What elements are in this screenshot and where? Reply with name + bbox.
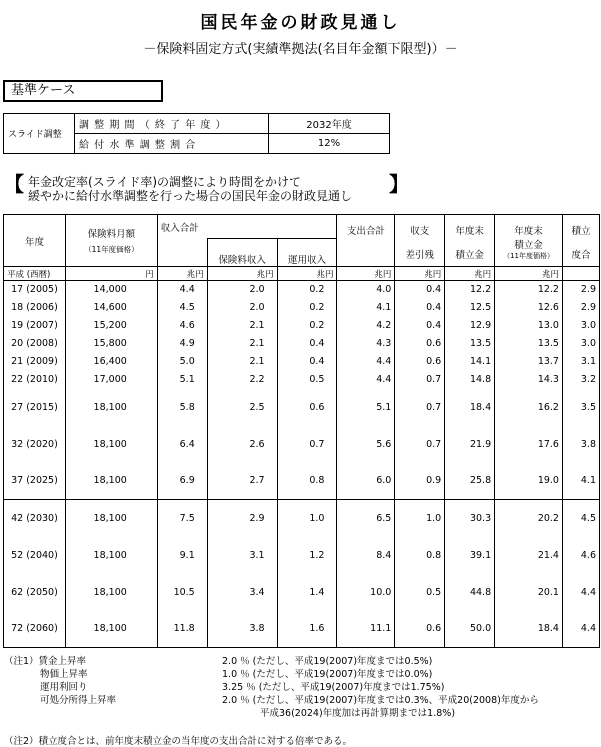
- cell-ratio: 3.5: [562, 389, 599, 426]
- cell-inv_inc: 0.2: [277, 281, 337, 299]
- cell-inv_inc: 0.8: [277, 463, 337, 500]
- note-1-prefix: （注1）: [4, 656, 39, 667]
- cell-premium: 14,000: [65, 281, 157, 299]
- cell-ratio: 4.4: [562, 574, 599, 611]
- cell-bal: 0.5: [395, 574, 445, 611]
- cell-inv_inc: 1.0: [277, 500, 337, 537]
- cell-res_real: 14.3: [495, 371, 563, 389]
- cell-res: 18.4: [445, 389, 495, 426]
- cell-income: 7.5: [157, 500, 207, 537]
- unit-premium: 円: [65, 267, 157, 281]
- slide-adjustment-table: [3, 113, 390, 154]
- unit-investment-income: 兆円: [277, 267, 337, 281]
- header-reserve-real-2: 積立金: [514, 240, 543, 251]
- header-premium-income: 保険料収入: [207, 239, 277, 267]
- notes-section: [4, 655, 600, 720]
- cell-res_real: 13.0: [495, 317, 563, 335]
- slide-row2-label: 給 付 水 準 調 整 割 合: [75, 134, 269, 154]
- cell-res: 25.8: [445, 463, 495, 500]
- note-item: [4, 668, 600, 681]
- cell-prem_inc: 3.4: [207, 574, 277, 611]
- cell-exp: 8.4: [337, 537, 395, 574]
- table-row: [4, 426, 600, 463]
- cell-res: 44.8: [445, 574, 495, 611]
- cell-inv_inc: 0.5: [277, 371, 337, 389]
- cell-res_real: 20.1: [495, 574, 563, 611]
- header-balance-1: 収支: [410, 226, 430, 237]
- cell-inv_inc: 0.7: [277, 426, 337, 463]
- header-income-total: 収入合計: [157, 215, 337, 239]
- cell-year: 17 (2005): [4, 281, 66, 299]
- cell-prem_inc: 2.6: [207, 426, 277, 463]
- cell-bal: 0.6: [395, 335, 445, 353]
- cell-exp: 4.3: [337, 335, 395, 353]
- cell-inv_inc: 0.4: [277, 353, 337, 371]
- table-row: [4, 335, 600, 353]
- cell-res_real: 12.6: [495, 299, 563, 317]
- cell-res_real: 20.2: [495, 500, 563, 537]
- cell-exp: 4.0: [337, 281, 395, 299]
- cell-income: 6.9: [157, 463, 207, 500]
- note-label-text: 運用利回り: [40, 682, 88, 693]
- note-value: 2.0 ％ (ただし、平成19(2007)年度までは0.5%): [222, 656, 433, 667]
- cell-ratio: 4.6: [562, 537, 599, 574]
- header-reserve-real-sub: （11年度価格）: [503, 252, 554, 260]
- header-ratio-2: 度合: [571, 250, 591, 261]
- cell-prem_inc: 2.0: [207, 299, 277, 317]
- cell-premium: 15,800: [65, 335, 157, 353]
- cell-inv_inc: 0.4: [277, 335, 337, 353]
- cell-ratio: 4.1: [562, 463, 599, 500]
- cell-exp: 10.0: [337, 574, 395, 611]
- cell-bal: 0.4: [395, 299, 445, 317]
- table-row: [4, 353, 600, 371]
- case-label: 基準ケース: [3, 80, 163, 102]
- cell-ratio: 2.9: [562, 281, 599, 299]
- header-reserve-2: 積立金: [455, 250, 484, 261]
- slide-row2-value: 12%: [269, 134, 390, 154]
- table-row: [4, 463, 600, 500]
- cell-income: 5.1: [157, 371, 207, 389]
- cell-income: 10.5: [157, 574, 207, 611]
- cell-year: 18 (2006): [4, 299, 66, 317]
- cell-ratio: 3.2: [562, 371, 599, 389]
- cell-res_real: 13.5: [495, 335, 563, 353]
- table-row: [4, 574, 600, 611]
- cell-exp: 4.4: [337, 371, 395, 389]
- cell-res: 12.2: [445, 281, 495, 299]
- cell-year: 72 (2060): [4, 611, 66, 648]
- cell-premium: 18,100: [65, 574, 157, 611]
- cell-res: 21.9: [445, 426, 495, 463]
- note-label: [4, 668, 88, 681]
- cell-income: 4.6: [157, 317, 207, 335]
- cell-res: 12.9: [445, 317, 495, 335]
- cell-premium: 18,100: [65, 463, 157, 500]
- table-row: [4, 371, 600, 389]
- header-ratio-1: 積立: [571, 226, 591, 237]
- cell-ratio: 2.9: [562, 299, 599, 317]
- cell-year: 52 (2040): [4, 537, 66, 574]
- cell-ratio: 4.5: [562, 500, 599, 537]
- header-year: 年度: [4, 215, 66, 267]
- unit-income: 兆円: [157, 267, 207, 281]
- cell-exp: 11.1: [337, 611, 395, 648]
- cell-year: 37 (2025): [4, 463, 66, 500]
- cell-bal: 0.4: [395, 281, 445, 299]
- left-bracket: 【: [4, 172, 24, 196]
- cell-bal: 0.8: [395, 537, 445, 574]
- cell-exp: 4.2: [337, 317, 395, 335]
- cell-prem_inc: 2.9: [207, 500, 277, 537]
- cell-inv_inc: 0.2: [277, 317, 337, 335]
- cell-exp: 6.0: [337, 463, 395, 500]
- cell-premium: 18,100: [65, 537, 157, 574]
- cell-ratio: 3.0: [562, 317, 599, 335]
- header-reserve-real-1: 年度末: [514, 226, 543, 237]
- slide-group-label: スライド調整: [4, 114, 75, 154]
- cell-income: 5.0: [157, 353, 207, 371]
- table-row: [4, 537, 600, 574]
- cell-bal: 0.6: [395, 353, 445, 371]
- cell-res_real: 16.2: [495, 389, 563, 426]
- cell-exp: 4.1: [337, 299, 395, 317]
- cell-prem_inc: 3.1: [207, 537, 277, 574]
- table-row: [4, 299, 600, 317]
- cell-prem_inc: 2.1: [207, 335, 277, 353]
- cell-year: 32 (2020): [4, 426, 66, 463]
- cell-prem_inc: 2.0: [207, 281, 277, 299]
- cell-income: 6.4: [157, 426, 207, 463]
- cell-ratio: 3.8: [562, 426, 599, 463]
- unit-reserve: 兆円: [445, 267, 495, 281]
- cell-ratio: 3.1: [562, 353, 599, 371]
- cell-ratio: 3.0: [562, 335, 599, 353]
- note-2: （注2）積立度合とは、前年度末積立金の当年度の支出合計に対する倍率である。: [4, 736, 353, 747]
- description-line-1: 年金改定率(スライド率)の調整により時間をかけて: [28, 175, 302, 189]
- cell-bal: 0.7: [395, 426, 445, 463]
- header-investment-income: 運用収入: [277, 239, 337, 267]
- note-item: [4, 655, 600, 668]
- table-body: [4, 281, 600, 648]
- cell-res: 39.1: [445, 537, 495, 574]
- cell-exp: 5.6: [337, 426, 395, 463]
- cell-premium: 17,000: [65, 371, 157, 389]
- cell-prem_inc: 2.2: [207, 371, 277, 389]
- cell-bal: 0.6: [395, 611, 445, 648]
- note-label-text: 可処分所得上昇率: [40, 695, 117, 706]
- cell-res: 30.3: [445, 500, 495, 537]
- cell-premium: 18,100: [65, 500, 157, 537]
- cell-income: 11.8: [157, 611, 207, 648]
- cell-bal: 0.7: [395, 371, 445, 389]
- cell-prem_inc: 2.5: [207, 389, 277, 426]
- table-row: [4, 500, 600, 537]
- cell-ratio: 4.4: [562, 611, 599, 648]
- cell-income: 4.4: [157, 281, 207, 299]
- unit-expenditure: 兆円: [337, 267, 395, 281]
- cell-bal: 0.7: [395, 389, 445, 426]
- note-item: [4, 681, 600, 694]
- cell-res_real: 12.2: [495, 281, 563, 299]
- table-row: [4, 389, 600, 426]
- cell-res: 12.5: [445, 299, 495, 317]
- cell-inv_inc: 0.6: [277, 389, 337, 426]
- cell-year: 19 (2007): [4, 317, 66, 335]
- cell-year: 27 (2015): [4, 389, 66, 426]
- header-reserve-1: 年度末: [455, 226, 484, 237]
- cell-exp: 5.1: [337, 389, 395, 426]
- cell-bal: 0.4: [395, 317, 445, 335]
- cell-bal: 0.9: [395, 463, 445, 500]
- cell-res_real: 18.4: [495, 611, 563, 648]
- unit-balance: 兆円: [395, 267, 445, 281]
- cell-res: 13.5: [445, 335, 495, 353]
- note-label: [4, 707, 40, 720]
- unit-premium-income: 兆円: [207, 267, 277, 281]
- cell-res_real: 13.7: [495, 353, 563, 371]
- cell-income: 9.1: [157, 537, 207, 574]
- cell-prem_inc: 2.7: [207, 463, 277, 500]
- page-title: 国民年金の財政見通し: [200, 13, 401, 33]
- cell-prem_inc: 3.8: [207, 611, 277, 648]
- cell-exp: 4.4: [337, 353, 395, 371]
- slide-row1-label: 調 整 期 間 （ 終 了 年 度 ）: [75, 114, 269, 134]
- unit-reserve-real: 兆円: [495, 267, 563, 281]
- table-row: [4, 317, 600, 335]
- header-premium-sub: （11年度価格）: [84, 245, 139, 254]
- cell-premium: 18,100: [65, 426, 157, 463]
- header-expenditure: 支出合計: [337, 215, 395, 267]
- page-subtitle: －保険料固定方式(実績準拠法(名目年金額下限型)）－: [143, 42, 458, 57]
- cell-res_real: 21.4: [495, 537, 563, 574]
- cell-year: 21 (2009): [4, 353, 66, 371]
- note-value: 1.0 ％ (ただし、平成19(2007)年度までは0.0%): [222, 669, 433, 680]
- cell-res_real: 19.0: [495, 463, 563, 500]
- cell-inv_inc: 1.2: [277, 537, 337, 574]
- note-label: [4, 655, 86, 668]
- cell-income: 4.9: [157, 335, 207, 353]
- cell-res: 14.1: [445, 353, 495, 371]
- cell-year: 62 (2050): [4, 574, 66, 611]
- note-value: 3.25 ％ (ただし、平成19(2007)年度までは1.75%): [222, 682, 445, 693]
- cell-premium: 18,100: [65, 611, 157, 648]
- note-label-text: 賃金上昇率: [38, 656, 87, 667]
- cell-inv_inc: 0.2: [277, 299, 337, 317]
- cell-premium: 15,200: [65, 317, 157, 335]
- cell-income: 5.8: [157, 389, 207, 426]
- cell-premium: 18,100: [65, 389, 157, 426]
- cell-inv_inc: 1.6: [277, 611, 337, 648]
- cell-premium: 14,600: [65, 299, 157, 317]
- header-premium: 保険料月額: [87, 229, 136, 240]
- projection-table: [3, 214, 600, 648]
- cell-year: 22 (2010): [4, 371, 66, 389]
- cell-res_real: 17.6: [495, 426, 563, 463]
- right-bracket: 】: [389, 172, 409, 196]
- cell-res: 14.8: [445, 371, 495, 389]
- cell-bal: 1.0: [395, 500, 445, 537]
- cell-inv_inc: 1.4: [277, 574, 337, 611]
- table-row: [4, 611, 600, 648]
- table-row: [4, 281, 600, 299]
- header-balance-2: 差引残: [405, 250, 435, 261]
- note-label: [4, 681, 88, 694]
- unit-year: 平成 (西暦): [4, 267, 66, 281]
- note-label: [4, 694, 116, 707]
- note-value: 2.0 ％ (ただし、平成19(2007)年度までは0.3%、平成20(2008)年度から: [222, 695, 539, 706]
- cell-exp: 6.5: [337, 500, 395, 537]
- cell-premium: 16,400: [65, 353, 157, 371]
- cell-income: 4.5: [157, 299, 207, 317]
- cell-prem_inc: 2.1: [207, 353, 277, 371]
- cell-prem_inc: 2.1: [207, 317, 277, 335]
- cell-year: 20 (2008): [4, 335, 66, 353]
- slide-row1-value: 2032年度: [269, 114, 390, 134]
- note-label-text: 物価上昇率: [40, 669, 88, 680]
- description-line-2: 緩やかに給付水準調整を行った場合の国民年金の財政見通し: [28, 189, 353, 203]
- cell-res: 50.0: [445, 611, 495, 648]
- note-item: [4, 707, 600, 720]
- note-value: 平成36(2024)年度加は再計算期までは1.8%): [222, 708, 456, 719]
- note-item: [4, 694, 600, 707]
- cell-year: 42 (2030): [4, 500, 66, 537]
